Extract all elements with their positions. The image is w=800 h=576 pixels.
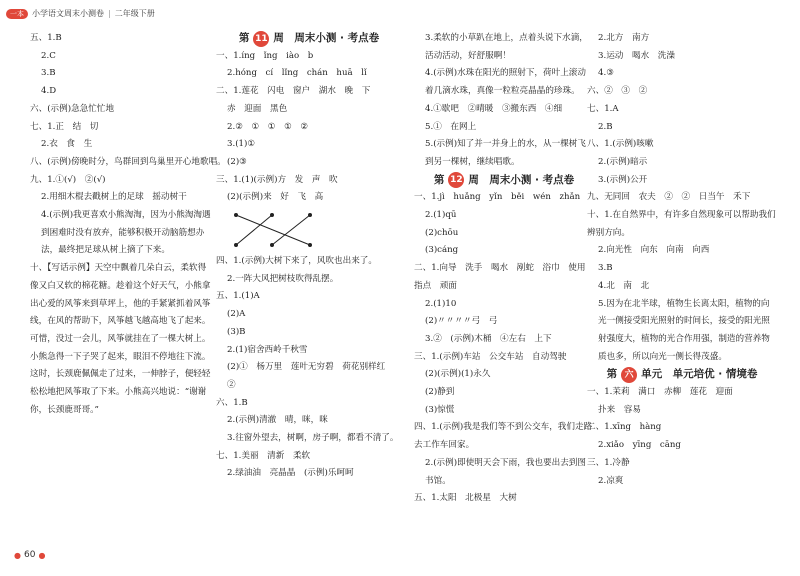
answer-line: (3)惊慌 — [425, 404, 455, 415]
answer-line: 4.③ — [598, 68, 614, 79]
answer-line: 3.(示例)公开 — [598, 174, 648, 185]
answer-line: 2.绿油油 亮晶晶 (示例)乐呵呵 — [227, 468, 354, 479]
answer-line: 4.①歇吧 ②晴暖 ③搬东西 ④细 — [425, 103, 563, 114]
answer-line: (2)(示例)(1)永久 — [425, 369, 491, 380]
answer-line: 九、无同回 农夫 ② ② 日当午 禾下 — [587, 192, 751, 203]
answer-line: 3.运动 喝水 洗澡 — [598, 50, 675, 61]
answer-line: 4.(示例)水珠在阳光的照射下，荷叶上滚动着几滴水珠，真像一粒粒亮晶晶的珍珠。 — [425, 68, 586, 97]
answer-line: 三、1.冷静 — [587, 457, 630, 468]
answer-line: 一、1.茉莉 满口 赤柳 莲花 迎面 — [587, 387, 733, 398]
writing-sample: 十、【写话示例】天空中飘着几朵白云，柔软得像又白又软的棉花糖。趁着这个好天气，小熊拿出心爱的风筝来到草坪上，他的手紧紧抓着风筝线，在风的帮助下，风筝越飞越高地飞了起来。可惜，没过一会儿，风筝就挂在了一棵大树上。小熊急得一下子哭了起来，眼泪不停地往下流。这时，长颈鹿佩佩走了过来，一伸脖子，便轻轻松松地把风筝取了下来。小熊高兴地说：“谢谢你，长颈鹿哥哥。” — [30, 263, 211, 415]
answer-line: 四、1.(示例)我是我们等不到公交车，我们走路去工作车回家。 — [414, 422, 593, 451]
answer-line: 3.B — [41, 68, 56, 79]
answer-line: (2)〃〃〃〃弓 弓 — [425, 316, 498, 327]
answer-line: 五、1.B — [30, 33, 62, 43]
answer-line: (2)chōu — [425, 227, 459, 238]
answer-line: 4.D — [41, 86, 57, 97]
answer-line: 扑来 容易 — [598, 404, 641, 415]
answer-line: 二、1.xīng hàng — [587, 422, 662, 433]
answer-line: 五、1.太阳 北极星 大树 — [414, 493, 517, 504]
bullet-icon: ● — [14, 550, 21, 560]
answer-line: 5.① 在网上 — [425, 121, 477, 132]
section-heading-week12: 第 12 周 周末小测 · 考点卷 — [414, 172, 594, 190]
answer-line: 八、1.(示例)咳嗽 — [587, 139, 654, 150]
answer-column-1 — [30, 30, 226, 419]
answer-line: 二、1.莲花 闪电 窗户 湖水 晚 下 — [216, 86, 371, 97]
week-badge: 12 — [448, 172, 464, 188]
answer-paragraph: 4.(示例)我更喜欢小熊淘淘，因为小熊淘淘遇到困难时没有放弃，能够积极开动脑筋想办法，最终把足球从树上摘了下来。 — [41, 210, 211, 256]
answer-column-3 — [414, 30, 594, 508]
brand-logo: 一本 — [6, 9, 28, 19]
section-heading-unit6: 第 六 单元 单元培优 · 情境卷 — [587, 366, 777, 384]
answer-column-4 — [587, 30, 777, 490]
answer-line: 3.柔软的小草趴在地上，点着头说下水滴，活动活动，好舒服啊！ — [425, 33, 588, 61]
answer-line: 一、1.jì huǎng yǐn běi wén zhǎn — [414, 192, 581, 203]
answer-line: 2.(示例)暗示 — [598, 156, 648, 167]
unit-badge: 六 — [621, 367, 637, 383]
answer-line: 五、1.(1)A — [216, 291, 260, 302]
page-footer — [14, 550, 45, 560]
answer-line: (2)静到 — [425, 387, 455, 398]
answer-column-2 — [216, 30, 402, 483]
answer-line: 三、1.(1)(示例)方 发 声 吹 — [216, 174, 338, 185]
answer-line: 一、1.íng ǐng iào b — [216, 50, 314, 61]
answer-line: 2.(1)qū — [425, 210, 457, 221]
answer-line: 2.凉爽 — [598, 475, 624, 486]
answer-line: 2.向光性 向东 向南 向西 — [598, 245, 710, 256]
answer-line: 六、1.B — [216, 397, 248, 408]
answer-line: 七、1.正 结 切 — [30, 121, 99, 132]
section-heading-week11: 第 11 周 周末小测 · 考点卷 — [216, 30, 402, 48]
answer-line: (2)① 杨万里 莲叶无穷碧 荷花别样红 ② — [227, 362, 394, 390]
book-title: 小学语文周末小测卷 — [32, 9, 104, 18]
answer-line: 3.往窗外望去，树啊，房子啊，都看不清了。 — [227, 433, 399, 444]
answer-line: 3.② (示例)木桶 ④左右 上下 — [425, 333, 552, 344]
answer-line: 2.(1)10 — [425, 298, 457, 309]
answer-line: (2)③ — [227, 156, 247, 167]
answer-line: (3)B — [227, 326, 246, 337]
answer-line: 八、(示例)傍晚时分，鸟群回到鸟巢里开心地歌唱。 — [30, 156, 226, 167]
answer-line: 5.(示例)知了并一并身上的水，从一棵树飞到另一棵树，继续唱歌。 — [425, 139, 586, 167]
answer-line: 2.衣 食 生 — [41, 139, 93, 150]
answer-line: (3)cáng — [425, 245, 459, 256]
answer-line: 2.② ① ① ① ② — [227, 121, 309, 132]
matching-diagram — [230, 207, 350, 253]
bullet-icon: ● — [38, 550, 46, 560]
week-badge: 11 — [253, 31, 269, 47]
answer-line: 九、1.①(√) ②(√) — [30, 174, 106, 185]
page-header: 一本 小学语文周末小测卷 | 二年级下册 — [6, 8, 155, 19]
answer-line: 3.B — [598, 263, 613, 274]
answer-line: 2.(示例)清澈 晴，咪，咪 — [227, 415, 328, 426]
answer-paragraph: 5.因为在北半球，植物生长离太阳，植物的向光一侧接受阳光照射的时间长，接受的阳光照射强度大，植物的光合作用强，制造的营养物质也多，所以向光一侧长得茂盛。 — [598, 298, 770, 362]
answer-line: 2.B — [598, 121, 613, 132]
answer-line: 2.一阵大风把树枝吹得乱摆。 — [227, 273, 339, 284]
answer-line: 三、1.(示例)车站 公交车站 自动驾驶 — [414, 351, 567, 362]
answer-line: 2.(1)宿舍西岭千秋雪 — [227, 344, 308, 355]
answer-line: (2)(示例)来 好 飞 高 — [227, 192, 324, 203]
answer-line: 2.(示例)即使明天会下雨，我也要出去到图书馆。 — [425, 457, 586, 486]
answer-line: 七、1.A — [587, 103, 619, 114]
answer-line: 七、1.美丽 清新 柔软 — [216, 450, 311, 461]
answer-line: 2.hóng cí lǐng chán huā lǐ — [227, 68, 367, 79]
answer-line: 十、1.在自然界中，有许多自然现象可以帮助我们辨别方向。 — [587, 210, 776, 238]
answer-line: (2)A — [227, 309, 246, 320]
answer-line: 2.北方 南方 — [598, 33, 650, 43]
answer-line: 四、1.(示例)大树下来了，风吹也出来了。 — [216, 256, 377, 267]
answer-line: 2.用细木棍去戳树上的足球 摇动树干 — [41, 192, 187, 203]
answer-line: 3.(1)① — [227, 139, 256, 150]
grade-label: 二年级下册 — [114, 9, 155, 18]
page-number: 60 — [23, 550, 36, 560]
answer-line: 4.北 南 北 — [598, 280, 650, 291]
answer-line: 二、1.向导 洗手 喝水 剐蛇 浴巾 使用 指点 顽面 — [414, 263, 595, 291]
answer-line: 2.C — [41, 50, 56, 61]
answer-line: 六、(示例)急急忙忙地 — [30, 103, 115, 114]
answer-line: 赤 迎面 黑色 — [227, 103, 288, 114]
answer-line: 六、② ③ ② — [587, 86, 648, 97]
answer-line: 2.xiǎo yīng cāng — [598, 440, 681, 451]
